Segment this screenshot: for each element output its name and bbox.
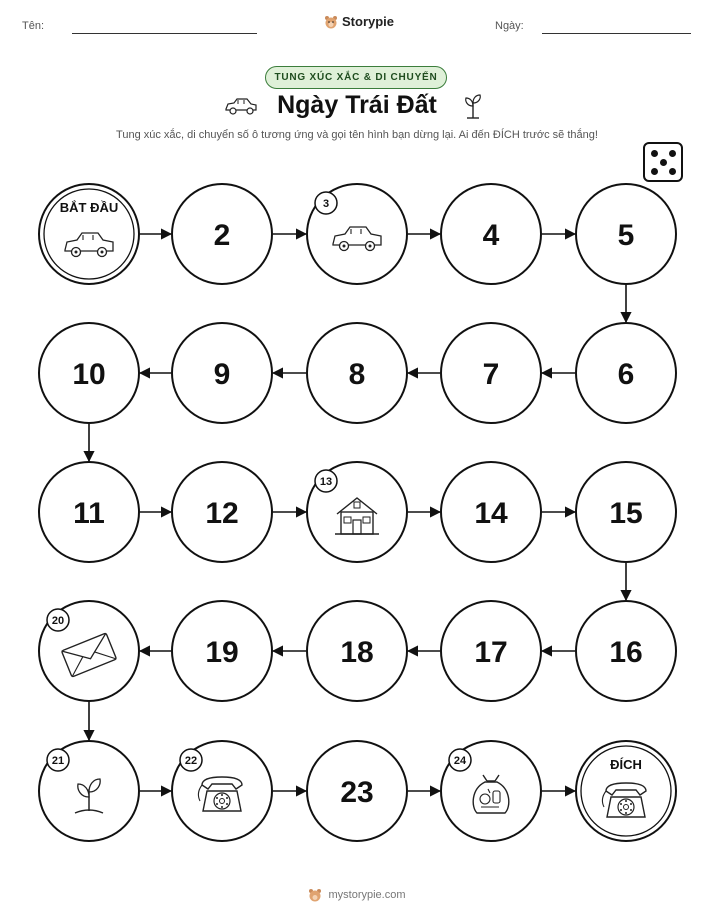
space-number: 5	[617, 219, 635, 252]
board-space[interactable]	[307, 323, 407, 423]
space-number: 19	[205, 636, 239, 669]
board-space[interactable]	[576, 184, 676, 284]
board-space[interactable]	[172, 323, 272, 423]
date-label: Ngày:	[495, 20, 524, 32]
space-number: 18	[340, 636, 374, 669]
board-space[interactable]	[172, 462, 272, 562]
footer-url[interactable]: mystorypie.com	[328, 889, 406, 901]
space-number: 8	[348, 358, 366, 391]
start-space[interactable]	[39, 184, 139, 284]
board-space[interactable]	[576, 323, 676, 423]
space-label: ĐÍCH	[610, 757, 642, 772]
finish-space[interactable]	[576, 741, 676, 841]
badge-number: 24	[453, 755, 467, 767]
board-space[interactable]	[39, 462, 139, 562]
space-number: 23	[340, 776, 374, 809]
board-space[interactable]	[39, 601, 139, 701]
board-space[interactable]	[172, 184, 272, 284]
board-space[interactable]	[441, 601, 541, 701]
board-space[interactable]	[39, 323, 139, 423]
space-number: 12	[205, 497, 239, 530]
space-number: 15	[609, 497, 643, 530]
board-space[interactable]	[172, 601, 272, 701]
board-space[interactable]	[441, 462, 541, 562]
space-number: 14	[474, 497, 508, 530]
board-space[interactable]	[307, 184, 407, 284]
board-space[interactable]	[576, 601, 676, 701]
bear-icon	[308, 888, 322, 902]
badge-number: 20	[51, 615, 65, 627]
space-number: 6	[617, 358, 635, 391]
space-number: 10	[72, 358, 106, 391]
board-space[interactable]	[307, 741, 407, 841]
board-space[interactable]	[576, 462, 676, 562]
space-number: 16	[609, 636, 643, 669]
board-space[interactable]	[441, 184, 541, 284]
instructions: Tung xúc xắc, di chuyển số ô tương ứng và gọi tên hình bạn dừng lại. Ai đến ĐÍCH trước sẽ thắng!	[116, 129, 598, 141]
board-space[interactable]	[307, 462, 407, 562]
space-number: 4	[482, 219, 500, 252]
badge-number: 21	[51, 755, 65, 767]
footer	[0, 888, 714, 902]
board-space[interactable]	[39, 741, 139, 841]
space-number: 7	[482, 358, 500, 391]
space-label: BẮT ĐẦU	[59, 200, 119, 215]
game-tag: TUNG XÚC XẮC & DI CHUYỂN	[265, 66, 447, 89]
badge-number: 22	[184, 755, 198, 767]
board-space[interactable]	[441, 323, 541, 423]
badge-number: 3	[322, 198, 330, 210]
badge-number: 13	[319, 476, 333, 488]
space-number: 17	[474, 636, 508, 669]
space-number: 11	[73, 497, 105, 530]
board-space[interactable]	[307, 601, 407, 701]
space-number: 9	[213, 358, 231, 391]
page-title: Ngày Trái Đất	[277, 91, 437, 119]
space-number: 2	[213, 219, 231, 252]
board-space[interactable]	[172, 741, 272, 841]
name-label: Tên:	[22, 20, 45, 32]
board-space[interactable]	[441, 741, 541, 841]
brand-name: Storypie	[342, 14, 395, 29]
